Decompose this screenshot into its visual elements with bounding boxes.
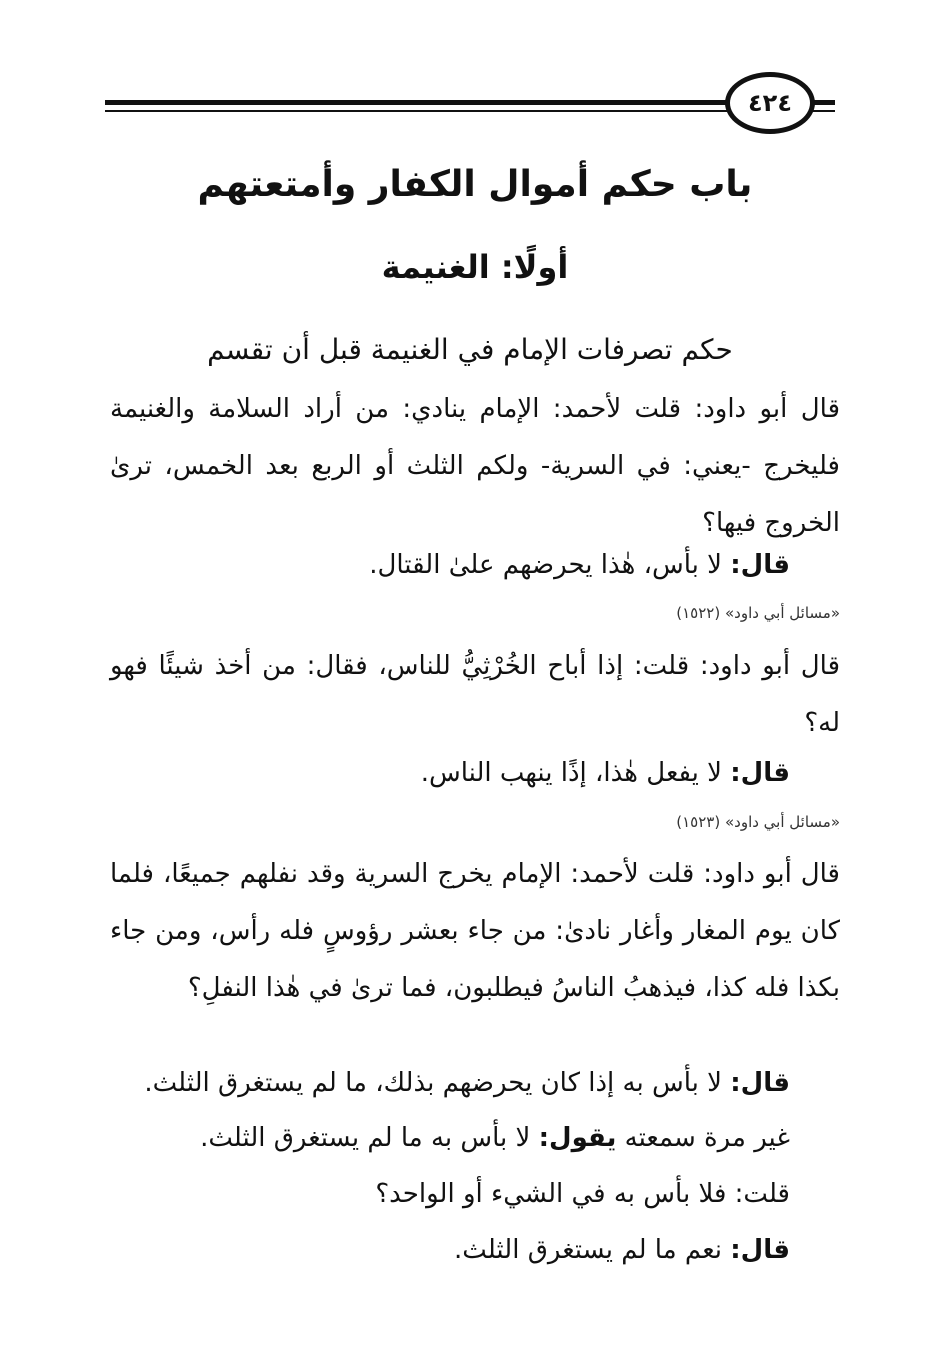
answer-text: لا بأس، هٰذا يحرضهم علىٰ القتال. xyxy=(369,550,731,580)
answer-line-3b xyxy=(110,1110,790,1167)
answer-text: نعم ما لم يستغرق الثلث. xyxy=(454,1235,731,1265)
page-number: ٤٢٤ xyxy=(748,89,792,117)
answer-line-1 xyxy=(110,537,790,594)
answer-text: لا بأس به ما لم يستغرق الثلث. xyxy=(200,1123,539,1153)
answer-line-2 xyxy=(110,745,790,802)
answer-label: قال: xyxy=(730,1235,790,1265)
answer-text: لا بأس به إذا كان يحرضهم بذلك، ما لم يستغرق الثلث. xyxy=(144,1068,731,1098)
question-line-3c xyxy=(110,1166,790,1223)
line-prefix: غير مرة سمعته xyxy=(616,1123,790,1153)
answer-label: قال: xyxy=(730,758,790,788)
question-paragraph-2: قال أبو داود: قلت: إذا أباح الخُرْثِيُّ للناس، فقال: من أخذ شيئًا فهو له؟ xyxy=(110,651,840,738)
citation-1: «مسائل أبي داود» (١٥٢٢) xyxy=(676,604,840,622)
question-paragraph-1: قال أبو داود: قلت لأحمد: الإمام ينادي: من أراد السلامة والغنيمة فليخرج -يعني: في السرية- ولكم الثلث أو الربع بعد الخمس، ترىٰ الخروج فيها؟ xyxy=(110,394,840,538)
citation-2: «مسائل أبي داود» (١٥٢٣) xyxy=(676,813,840,831)
line-prefix: قلت: فلا بأس به في الشيء أو الواحد؟ xyxy=(375,1179,790,1209)
answer-label: يقول: xyxy=(538,1123,617,1153)
section-title: أولًا: الغنيمة xyxy=(381,248,569,286)
answer-line-3d xyxy=(110,1222,790,1279)
answer-label: قال: xyxy=(730,1068,790,1098)
answer-label: قال: xyxy=(730,550,790,580)
page-number-badge xyxy=(725,72,815,134)
answer-line-3a xyxy=(110,1055,790,1112)
answer-text: لا يفعل هٰذا، إذًا ينهب الناس. xyxy=(420,758,731,788)
question-paragraph-3: قال أبو داود: قلت لأحمد: الإمام يخرج السرية وقد نفلهم جميعًا، فلما كان يوم المغار وأغار نادىٰ: من جاء بعشر رؤوسٍ فله رأس، ومن جاء بكذا فله كذا، فيذهبُ الناسُ فيطلبون، فما ترىٰ في هٰذا النفلِ؟ xyxy=(110,859,840,1003)
chapter-title: باب حكم أموال الكفار وأمتعتهم xyxy=(197,164,753,205)
subsection-title: حكم تصرفات الإمام في الغنيمة قبل أن تقسم xyxy=(207,333,733,366)
